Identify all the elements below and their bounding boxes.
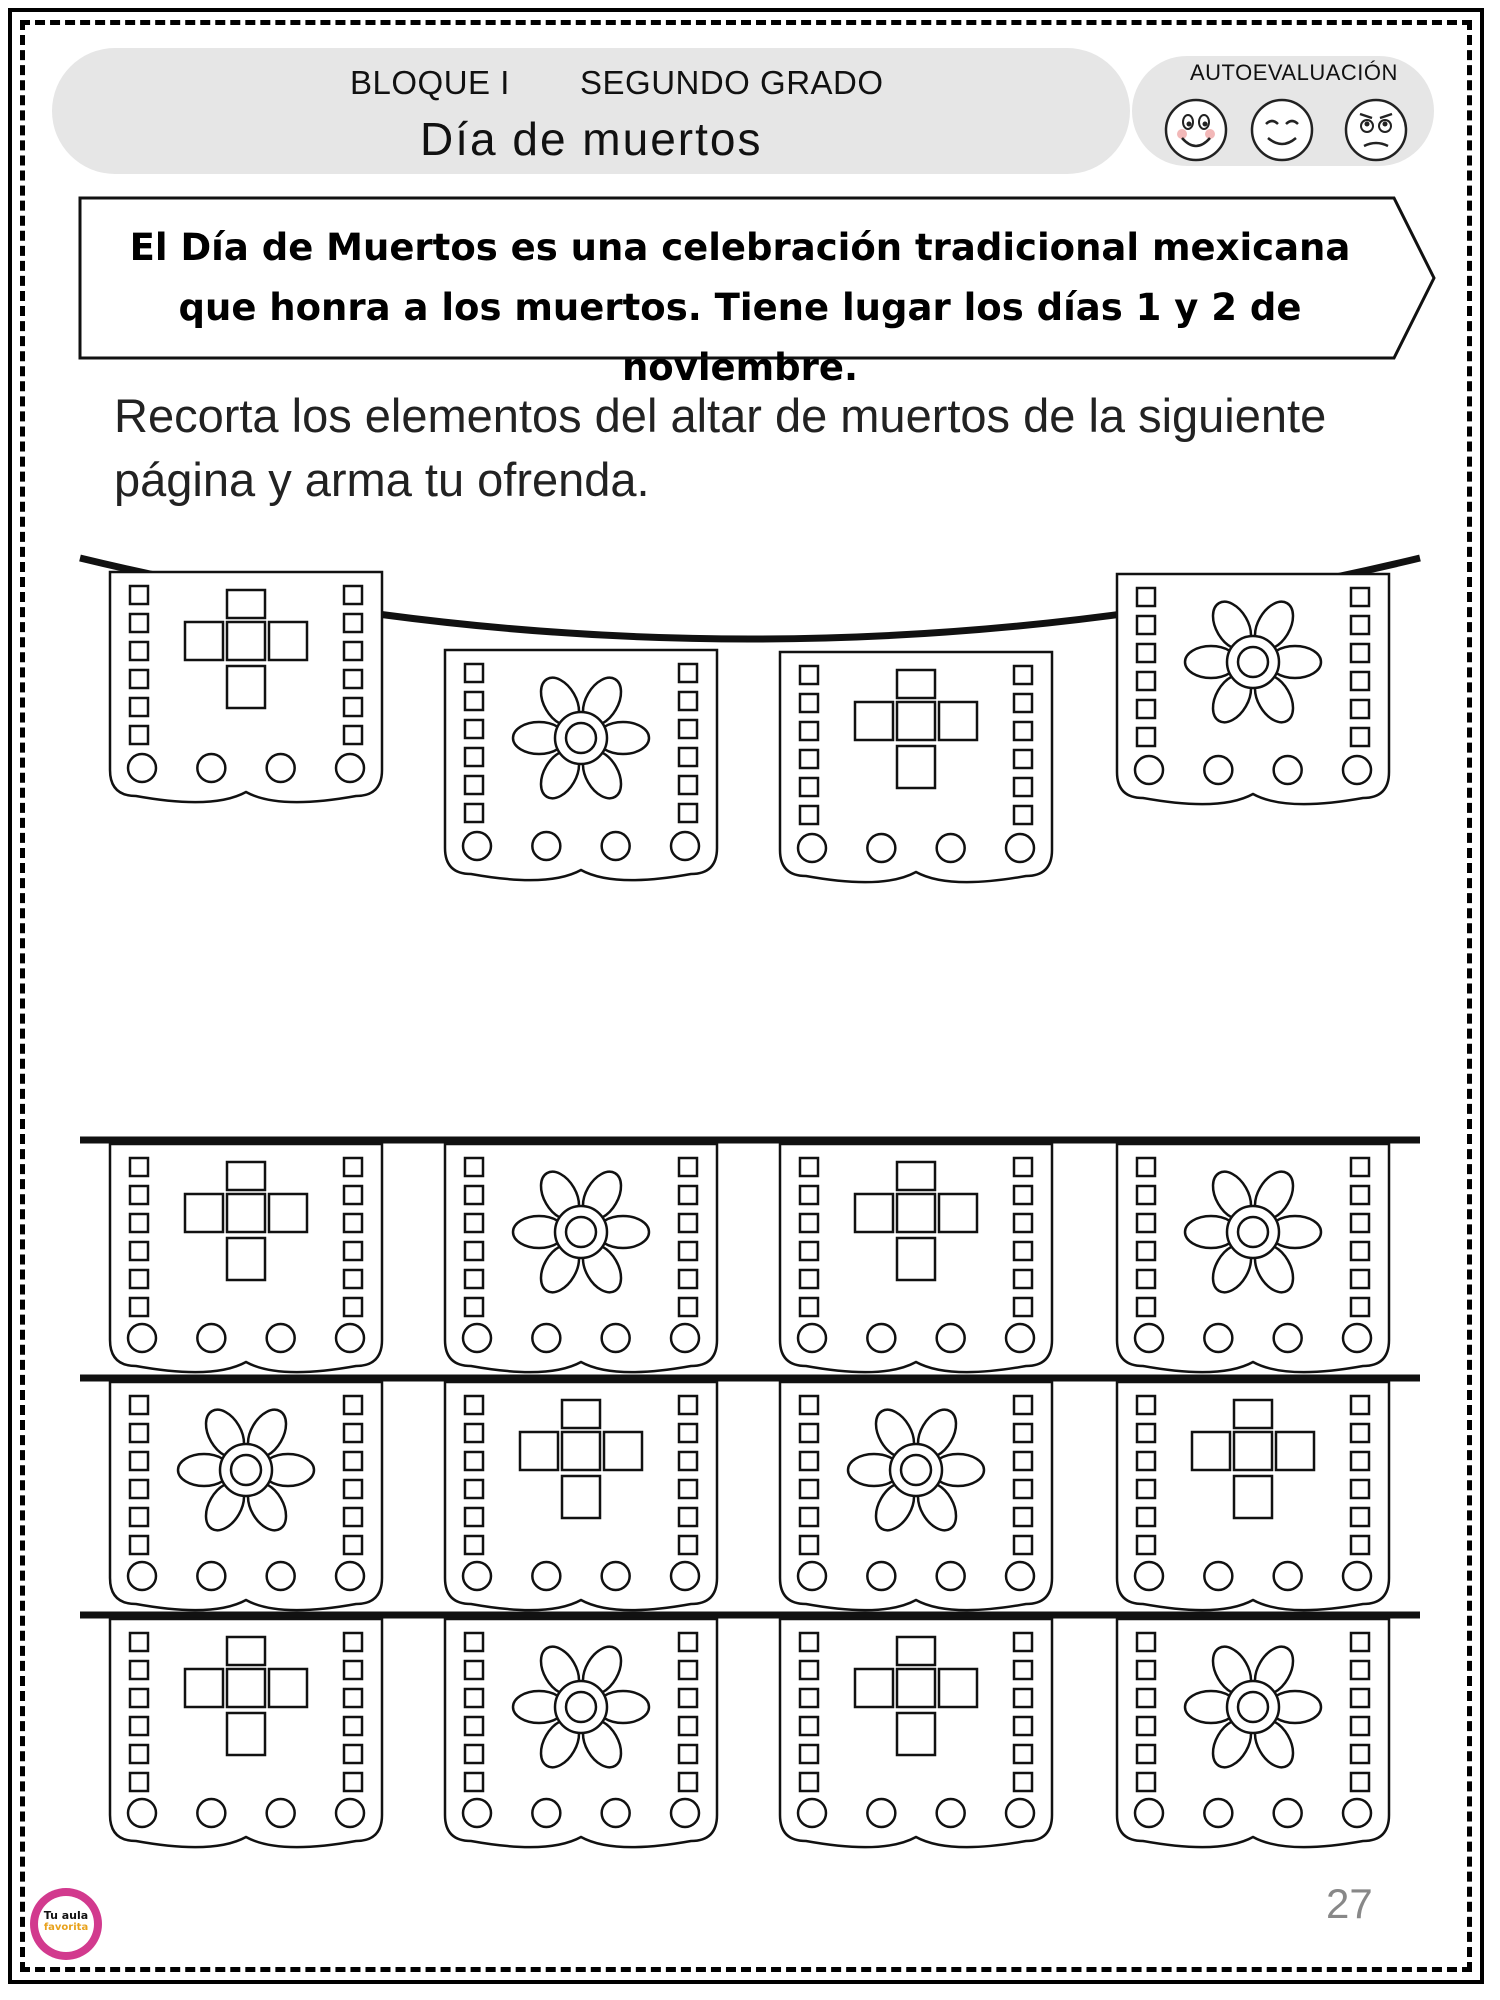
instructions-text: Recorta los elementos del altar de muertos de la siguiente página y arma tu ofrenda. [114, 389, 1327, 506]
flag-row1-col1 [110, 1144, 382, 1372]
hanging-flag-1 [110, 572, 382, 802]
hanging-flag-3 [780, 652, 1052, 882]
logo-line-2: favorita [43, 1922, 89, 1933]
self-assessment-label: AUTOEVALUACIÓN [1190, 60, 1398, 85]
flag-row2-col3 [780, 1382, 1052, 1610]
flag-row3-col2 [445, 1619, 717, 1847]
flag-row2-col4 [1117, 1382, 1389, 1610]
flag-row2-col1 [110, 1382, 382, 1610]
hanging-flag-4 [1117, 574, 1389, 804]
page-number: 27 [1326, 1880, 1373, 1927]
logo-line-1: Tu aula [43, 1909, 89, 1922]
hanging-flag-2 [445, 650, 717, 880]
flag-row1-col4 [1117, 1144, 1389, 1372]
flag-row1-col2 [445, 1144, 717, 1372]
flag-row1-col3 [780, 1144, 1052, 1372]
worksheet-title: Día de muertos [420, 113, 763, 165]
grade-label: SEGUNDO GRADO [580, 64, 884, 101]
intro-text: El Día de Muertos es una celebración tradicional mexicana que honra a los muertos. Tiene lugar los días 1 y 2 de noviembre. [129, 226, 1351, 389]
block-label: BLOQUE I [350, 64, 510, 101]
publisher-logo [30, 1888, 102, 1960]
flag-row3-col3 [780, 1619, 1052, 1847]
flag-row3-col1 [110, 1619, 382, 1847]
flag-row2-col2 [445, 1382, 717, 1610]
flag-row3-col4 [1117, 1619, 1389, 1847]
